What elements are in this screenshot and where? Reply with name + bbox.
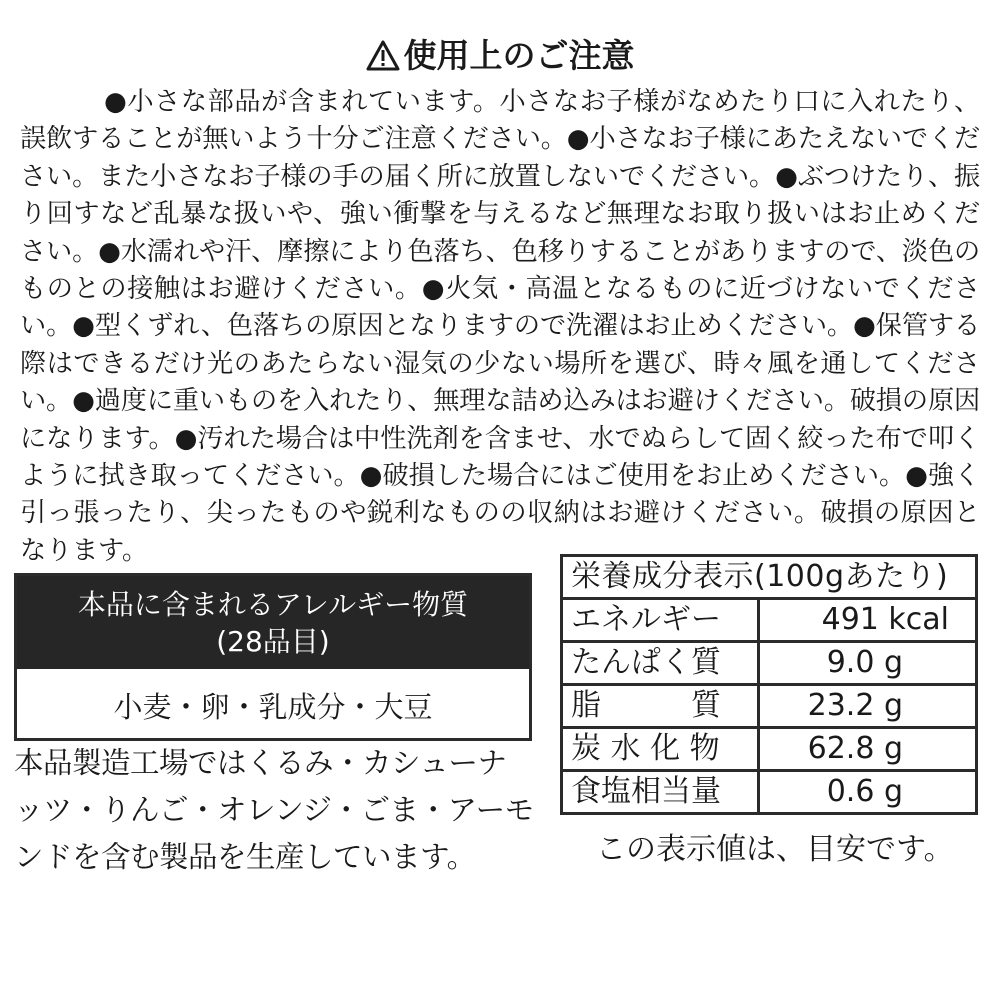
table-row <box>562 599 977 642</box>
table-row <box>562 685 977 728</box>
table-row <box>562 771 977 814</box>
factory-note: 本品製造工場ではくるみ・カシューナッツ・りんご・オレンジ・ごま・アーモンドを含む製品を生産しています。 <box>14 746 534 874</box>
table-row <box>562 642 977 685</box>
caution-title <box>0 36 1000 81</box>
nutrition-header-row <box>562 556 977 599</box>
allergen-box <box>14 573 532 741</box>
caution-title-text: 使用上のご注意 <box>403 36 635 75</box>
allergen-heading: 本品に含まれるアレルギー物質 <box>77 587 469 621</box>
table-row <box>562 728 977 771</box>
nutrition-label: エネルギー <box>562 599 759 642</box>
nutrition-table <box>560 554 978 815</box>
caution-text: ●小さな部品が含まれています。小さなお子様がなめたり口に入れたり、誤飲することが無いよう十分ご注意ください。●小さなお子様にあたえないでください。また小さなお子様の手の届く所に放置しないでください。●ぶつけたり、振り回すなど乱暴な扱いや、強い衝撃を与えるなど無理なお取り扱いはお止めください。●水濡れや汗、摩擦により色落ち、色移りすることがありますので、淡色のものとの接触はお避けください。●火気・高温となるものに近づけないでください。●型くずれ、色落ちの原因となりますので洗濯はお止めください。●保管する際はできるだけ光のあたらない湿気の少ない場所を選び、時々風を通してください。●過度に重いものを入れたり、無理な詰め込みはお避けください。破損の原因になります。●汚れた場合は中性洗剤を含ませ、水でぬらして固く絞った布で叩くように拭き取ってください。●破損した場合にはご使用をお止めください。●強く引っ張ったり、尖ったものや鋭利なものの収納はお避けください。破損の原因となります。 <box>20 87 980 566</box>
nutrition-note: この表示値は、目安です。 <box>596 832 954 867</box>
nutrition-value: 0.6 g <box>759 771 977 814</box>
nutrition-label: 食塩相当量 <box>562 771 759 814</box>
nutrition-label: 炭 水 化 物 <box>562 728 759 771</box>
nutrition-value: 62.8 g <box>759 728 977 771</box>
nutrition-label: たんぱく質 <box>562 642 759 685</box>
allergen-header <box>17 576 529 669</box>
allergen-items: 小麦・卵・乳成分・大豆 <box>113 689 433 724</box>
nutrition-header: 栄養成分表示(100gあたり) <box>562 556 977 599</box>
nutrition-label: 脂 質 <box>562 685 759 728</box>
nutrition-value: 9.0 g <box>759 642 977 685</box>
warning-triangle-icon <box>366 40 400 81</box>
nutrition-value: 491 kcal <box>759 599 977 642</box>
nutrition-value: 23.2 g <box>759 685 977 728</box>
allergen-subheading: (28品目) <box>216 624 330 658</box>
